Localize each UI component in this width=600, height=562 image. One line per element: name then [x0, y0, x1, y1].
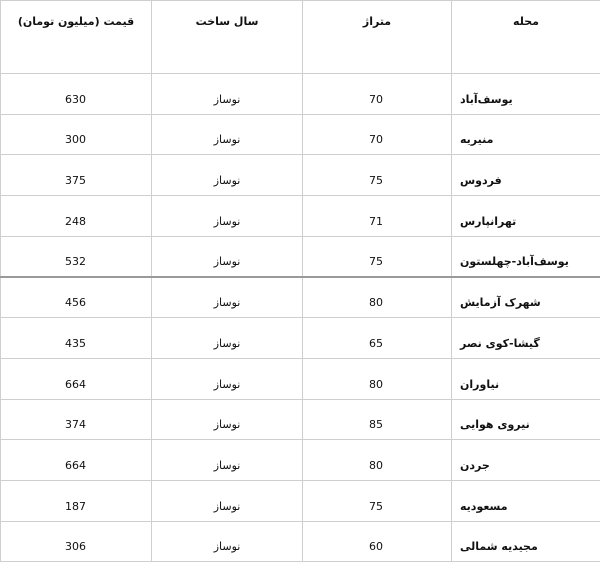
cell-area: مسعودیه	[452, 480, 600, 521]
cell-area: جردن	[452, 440, 600, 481]
cell-size: 80	[303, 358, 452, 399]
cell-year: نوساز	[152, 114, 303, 155]
cell-year: نوساز	[152, 74, 303, 115]
header-area: محله	[452, 1, 600, 74]
table-row	[1, 74, 600, 115]
cell-area: نیروی هوایی	[452, 399, 600, 440]
cell-year: نوساز	[152, 236, 303, 277]
cell-price: 664	[1, 440, 152, 481]
cell-area: یوسف‌آباد-چهلستون	[452, 236, 600, 277]
cell-price: 630	[1, 74, 152, 115]
table-row	[1, 277, 600, 318]
cell-year: نوساز	[152, 318, 303, 359]
header-year: سال ساخت	[152, 1, 303, 74]
cell-area: فردوس	[452, 155, 600, 196]
cell-area: گیشا-کوی نصر	[452, 318, 600, 359]
header-price: قیمت (میلیون تومان)	[1, 1, 152, 74]
cell-size: 80	[303, 440, 452, 481]
cell-size: 71	[303, 196, 452, 237]
cell-year: نوساز	[152, 480, 303, 521]
cell-area: منیریه	[452, 114, 600, 155]
table-row	[1, 318, 600, 359]
table-row	[1, 236, 600, 277]
cell-size: 75	[303, 236, 452, 277]
header-row	[1, 1, 600, 74]
cell-year: نوساز	[152, 399, 303, 440]
table-row	[1, 358, 600, 399]
cell-price: 456	[1, 277, 152, 318]
cell-price: 300	[1, 114, 152, 155]
cell-size: 75	[303, 155, 452, 196]
cell-size: 65	[303, 318, 452, 359]
cell-size: 70	[303, 114, 452, 155]
table-row	[1, 196, 600, 237]
cell-size: 60	[303, 521, 452, 562]
cell-area: تهرانپارس	[452, 196, 600, 237]
cell-year: نوساز	[152, 440, 303, 481]
cell-price: 375	[1, 155, 152, 196]
cell-size: 70	[303, 74, 452, 115]
table-row	[1, 440, 600, 481]
cell-price: 532	[1, 236, 152, 277]
cell-price: 664	[1, 358, 152, 399]
header-size: متراژ	[303, 1, 452, 74]
table-row	[1, 399, 600, 440]
table-row	[1, 480, 600, 521]
cell-area: شهرک آزمایش	[452, 277, 600, 318]
cell-price: 306	[1, 521, 152, 562]
cell-area: مجیدیه شمالی	[452, 521, 600, 562]
cell-price: 374	[1, 399, 152, 440]
cell-year: نوساز	[152, 196, 303, 237]
cell-size: 80	[303, 277, 452, 318]
table-row	[1, 114, 600, 155]
cell-year: نوساز	[152, 358, 303, 399]
cell-year: نوساز	[152, 521, 303, 562]
cell-price: 248	[1, 196, 152, 237]
cell-size: 85	[303, 399, 452, 440]
cell-area: نیاوران	[452, 358, 600, 399]
cell-area: یوسف‌آباد	[452, 74, 600, 115]
cell-price: 187	[1, 480, 152, 521]
table-row	[1, 521, 600, 562]
table-row	[1, 155, 600, 196]
cell-size: 75	[303, 480, 452, 521]
cell-price: 435	[1, 318, 152, 359]
cell-year: نوساز	[152, 277, 303, 318]
cell-year: نوساز	[152, 155, 303, 196]
